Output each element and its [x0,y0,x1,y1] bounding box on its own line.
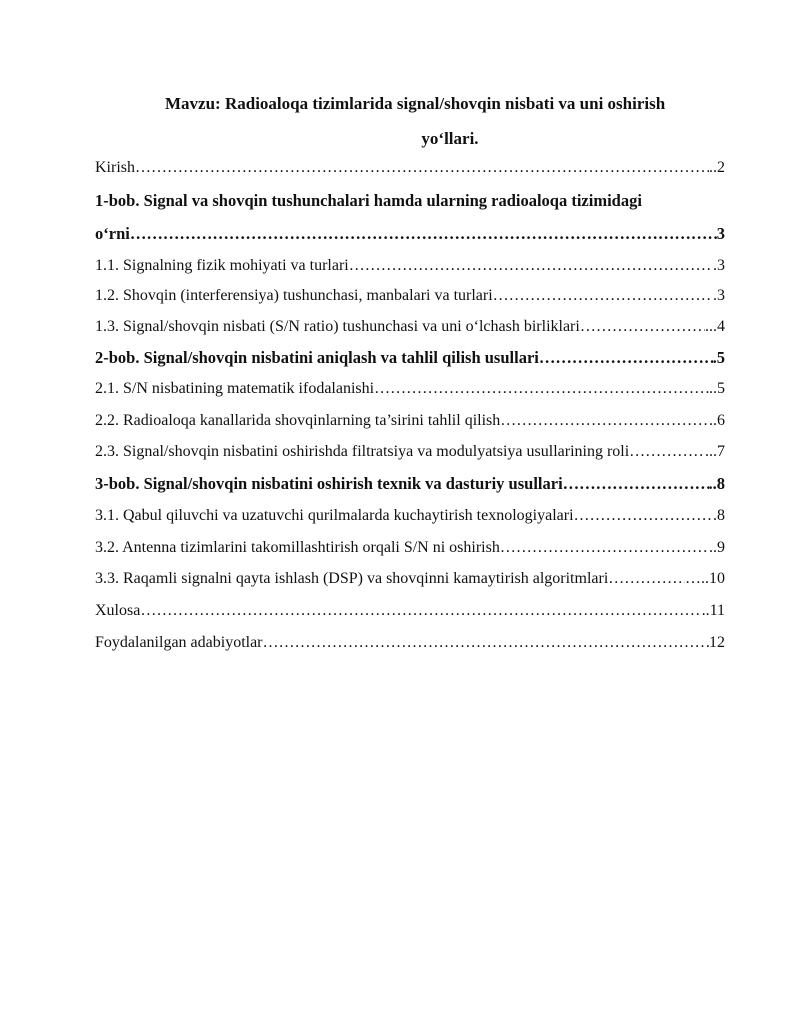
toc-entry-1-3 [95,316,725,338]
toc-leader-dots [140,600,701,622]
toc-entry-1-1 [95,255,725,277]
toc-entry-label: 3.1. Qabul qiluvchi va uzatuvchi qurilmalarda kuchaytirish texnologiyalari [95,507,574,524]
toc-entry-intro [95,157,725,179]
toc-entry-conclusion [95,600,725,622]
toc-entry-label: 3.3. Raqamli signalni qayta ishlash (DSP) va shovqinni kamaytirish algoritmlari [95,570,609,587]
document-title-line1: Mavzu: Radioaloqa tizimlarida signal/shovqin nisbati va uni oshirish [165,94,666,113]
toc-leader-dots [493,285,713,307]
toc-leader-dots [608,568,685,590]
toc-leader-dots [574,505,713,527]
toc-page-number: ..11 [701,602,725,619]
toc-leader-dots [263,632,709,654]
toc-entry-2-3 [95,441,725,463]
toc-leader-dots [580,316,705,338]
toc-entry-chapter1 [95,223,725,245]
toc-leader-dots [130,223,717,245]
toc-page-number: ..5 [709,380,725,397]
toc-entry-label: 2.1. S/N nisbatining matematik ifodalanishi [95,380,375,397]
toc-page-number: ...4 [705,318,725,335]
toc-page-number: …..10 [685,570,725,587]
toc-page-number: 3 [716,224,725,243]
toc-entry-3-1 [95,505,725,527]
toc-leader-dots [500,537,709,559]
toc-entry-label: o‘rni [95,224,130,243]
toc-entry-chapter2 [95,347,725,369]
toc-entry-label: Xulosa [95,602,141,619]
toc-entry-3-2 [95,537,725,559]
toc-entry-3-3 [95,568,725,590]
toc-entry-2-1 [95,378,725,400]
toc-page-number: ..6 [709,412,725,429]
toc-entry-chapter3 [95,473,725,495]
toc-entry-label: 1.1. Signalning fizik mohiyati va turlari [95,257,349,274]
toc-entry-2-2 [95,410,725,432]
toc-page-number: ..2 [709,159,725,176]
toc-leader-dots [349,255,713,277]
toc-page-number: .3 [713,287,725,304]
document-title-line2: yo‘llari. [421,129,479,148]
toc-leader-dots [629,441,705,463]
toc-entry-label: 1.3. Signal/shovqin nisbati (S/N ratio) tushunchasi va uni o‘lchash birliklari [95,318,580,335]
toc-entry-label: 2.3. Signal/shovqin nisbatini oshirishda filtratsiya va modulyatsiya usullarining roli [95,443,630,460]
toc-entry-label: Kirish [95,159,135,176]
toc-entry-label: 2.2. Radioaloqa kanallarida shovqinlarning ta’sirini tahlil qilish [95,412,501,429]
toc-leader-dots [374,378,709,400]
toc-entry-label: Foydalanilgan adabiyotlar [95,634,263,651]
toc-page-number: ..8 [708,474,725,493]
toc-leader-dots [500,410,709,432]
toc-entry-label: 1.2. Shovqin (interferensiya) tushunchasi, manbalari va turlari [95,287,493,304]
toc-entry-label: 3-bob. Signal/shovqin nisbatini oshirish texnik va dasturiy usullari [95,474,563,493]
toc-chapter1-heading: 1-bob. Signal va shovqin tushunchalari hamda ularning radioaloqa tizimidagi [95,191,642,210]
toc-entry-1-2 [95,285,725,307]
toc-page-number: ...7 [705,443,725,460]
toc-page-number: .3 [713,257,725,274]
toc-page-number: ..9 [709,539,725,556]
toc-page-number: .8 [713,507,725,524]
toc-entry-label: 3.2. Antenna tizimlarini takomillashtirish orqali S/N ni oshirish [95,539,500,556]
toc-leader-dots [539,347,713,369]
toc-entry-references [95,632,725,654]
toc-entry-label: 2-bob. Signal/shovqin nisbatini aniqlash va tahlil qilish usullari [95,348,539,367]
toc-leader-dots [563,473,709,495]
toc-leader-dots [135,157,709,179]
toc-page-number: .5 [712,348,725,367]
toc-page-number: 12 [709,634,725,651]
